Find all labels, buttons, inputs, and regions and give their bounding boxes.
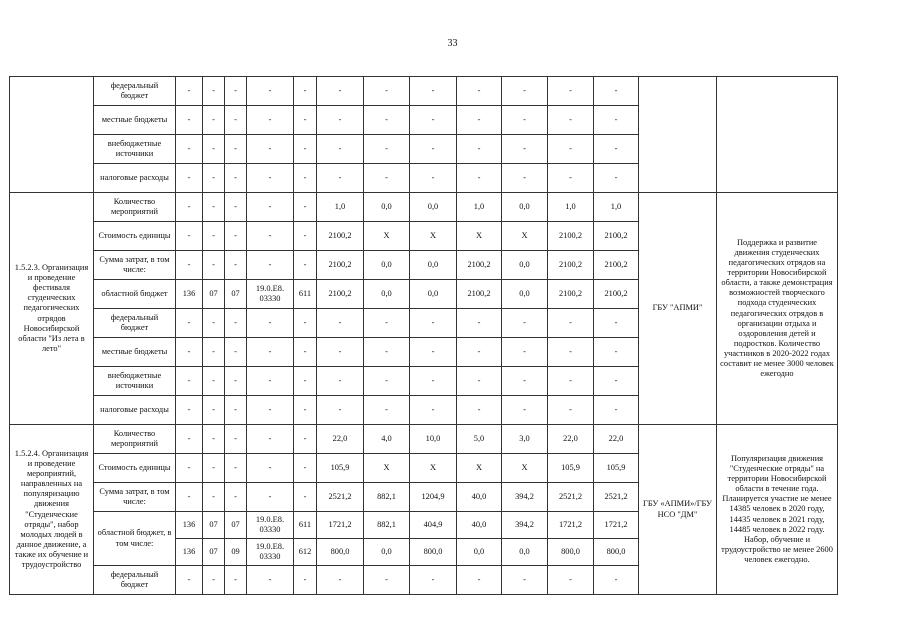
indicator-label: внебюджетные источники: [94, 135, 176, 164]
rz-code: -: [203, 222, 225, 251]
csr-code: -: [247, 425, 294, 454]
value-2021: 0,0: [410, 280, 457, 309]
value-2021: -: [410, 566, 457, 595]
value-2021: -: [410, 367, 457, 396]
value-2020: 4,0: [364, 425, 410, 454]
value-col-6: -: [548, 106, 594, 135]
value-col-6: -: [548, 309, 594, 338]
vr-code: -: [294, 367, 317, 396]
value-2021: -: [410, 164, 457, 193]
vr-code: -: [294, 483, 317, 512]
vr-code: -: [294, 338, 317, 367]
value-col-5: 394,2: [502, 483, 548, 512]
value-col-6: 105,9: [548, 454, 594, 483]
value-2022: 2100,2: [457, 280, 502, 309]
vr-code: -: [294, 454, 317, 483]
pr-code: -: [225, 135, 247, 164]
grbs-code: 136: [176, 512, 203, 539]
value-2021: 10,0: [410, 425, 457, 454]
rz-code: 07: [203, 512, 225, 539]
vr-code: -: [294, 135, 317, 164]
csr-code: -: [247, 164, 294, 193]
value-col-5: -: [502, 164, 548, 193]
table-row: [10, 193, 838, 222]
value-2021: -: [410, 106, 457, 135]
value-col-7: -: [594, 396, 639, 425]
value-2021: -: [410, 396, 457, 425]
executor: ГБУ «АПМИ»/ГБУ НСО "ДМ": [639, 425, 717, 595]
value-2022: X: [457, 222, 502, 251]
grbs-code: -: [176, 193, 203, 222]
value-2022: -: [457, 106, 502, 135]
value-2020: 882,1: [364, 512, 410, 539]
measure-title: 1.5.2.4. Организация и проведение мероприятий, направленных на популяризацию движения "Студенческие отряды", набор молодых людей в данное движение, а также их обучение и трудоустройство: [10, 425, 94, 595]
total-value: -: [317, 396, 364, 425]
grbs-code: -: [176, 135, 203, 164]
vr-code: -: [294, 77, 317, 106]
csr-code: -: [247, 454, 294, 483]
value-2021: 0,0: [410, 193, 457, 222]
vr-code: -: [294, 193, 317, 222]
value-col-7: -: [594, 367, 639, 396]
total-value: 1721,2: [317, 512, 364, 539]
pr-code: -: [225, 309, 247, 338]
pr-code: -: [225, 367, 247, 396]
value-col-6: -: [548, 396, 594, 425]
pr-code: -: [225, 425, 247, 454]
value-col-5: -: [502, 338, 548, 367]
value-2021: -: [410, 338, 457, 367]
indicator-label: налоговые расходы: [94, 164, 176, 193]
csr-code: 19.0.E8. 03330: [247, 539, 294, 566]
total-value: -: [317, 77, 364, 106]
expected-result: [717, 77, 838, 193]
pr-code: -: [225, 566, 247, 595]
csr-code: -: [247, 566, 294, 595]
rz-code: -: [203, 193, 225, 222]
value-col-5: 394,2: [502, 512, 548, 539]
indicator-label: налоговые расходы: [94, 396, 176, 425]
rz-code: -: [203, 483, 225, 512]
value-col-5: X: [502, 222, 548, 251]
value-col-6: -: [548, 566, 594, 595]
grbs-code: -: [176, 164, 203, 193]
total-value: 2100,2: [317, 251, 364, 280]
value-col-7: 2100,2: [594, 222, 639, 251]
rz-code: -: [203, 135, 225, 164]
indicator-label: местные бюджеты: [94, 338, 176, 367]
csr-code: -: [247, 106, 294, 135]
value-col-5: X: [502, 454, 548, 483]
value-col-7: -: [594, 309, 639, 338]
vr-code: -: [294, 425, 317, 454]
pr-code: -: [225, 251, 247, 280]
indicator-label: областной бюджет, в том числе:: [94, 512, 176, 566]
indicator-label: Стоимость единицы: [94, 454, 176, 483]
vr-code: -: [294, 106, 317, 135]
grbs-code: 136: [176, 539, 203, 566]
value-2021: 1204,9: [410, 483, 457, 512]
value-col-7: -: [594, 77, 639, 106]
total-value: -: [317, 164, 364, 193]
value-2020: -: [364, 396, 410, 425]
csr-code: -: [247, 483, 294, 512]
value-2021: -: [410, 135, 457, 164]
value-2022: 1,0: [457, 193, 502, 222]
value-col-6: 1721,2: [548, 512, 594, 539]
value-col-7: -: [594, 164, 639, 193]
rz-code: -: [203, 367, 225, 396]
indicator-label: местные бюджеты: [94, 106, 176, 135]
value-col-5: 3,0: [502, 425, 548, 454]
value-col-7: 1,0: [594, 193, 639, 222]
vr-code: -: [294, 396, 317, 425]
value-col-6: -: [548, 135, 594, 164]
rz-code: -: [203, 309, 225, 338]
total-value: 1,0: [317, 193, 364, 222]
value-col-5: -: [502, 309, 548, 338]
value-2021: 800,0: [410, 539, 457, 566]
pr-code: 07: [225, 512, 247, 539]
value-2020: -: [364, 135, 410, 164]
value-col-7: -: [594, 338, 639, 367]
grbs-code: -: [176, 483, 203, 512]
pr-code: -: [225, 483, 247, 512]
total-value: -: [317, 106, 364, 135]
rz-code: 07: [203, 539, 225, 566]
value-2022: -: [457, 135, 502, 164]
value-col-6: 2100,2: [548, 251, 594, 280]
value-col-6: -: [548, 164, 594, 193]
value-col-7: 800,0: [594, 539, 639, 566]
page-number: 33: [447, 38, 458, 49]
value-2021: -: [410, 309, 457, 338]
rz-code: -: [203, 454, 225, 483]
vr-code: 611: [294, 280, 317, 309]
table-row: [10, 425, 838, 454]
value-col-7: 1721,2: [594, 512, 639, 539]
expected-result: Популяризация движения "Студенческие отряды" на территории Новосибирской области в течение года. Планируется участие не менее 14385 человек в 2020 году, 14435 человек в 2021 году, 14485 человек в 2022 году. Набор, обучение и трудоустройство не менее 2600 человек ежегодно.: [717, 425, 838, 595]
vr-code: -: [294, 309, 317, 338]
value-2022: 2100,2: [457, 251, 502, 280]
value-2020: -: [364, 367, 410, 396]
total-value: 2100,2: [317, 280, 364, 309]
csr-code: -: [247, 367, 294, 396]
value-2022: 40,0: [457, 512, 502, 539]
value-2021: X: [410, 454, 457, 483]
value-2022: 0,0: [457, 539, 502, 566]
csr-code: 19.0.E8. 03330: [247, 280, 294, 309]
value-col-5: -: [502, 396, 548, 425]
value-col-7: 2100,2: [594, 280, 639, 309]
pr-code: -: [225, 106, 247, 135]
csr-code: -: [247, 222, 294, 251]
pr-code: -: [225, 454, 247, 483]
indicator-label: Сумма затрат, в том числе:: [94, 483, 176, 512]
total-value: -: [317, 135, 364, 164]
vr-code: -: [294, 222, 317, 251]
indicator-label: федеральный бюджет: [94, 309, 176, 338]
grbs-code: -: [176, 251, 203, 280]
grbs-code: -: [176, 396, 203, 425]
pr-code: -: [225, 164, 247, 193]
value-col-7: 105,9: [594, 454, 639, 483]
rz-code: -: [203, 338, 225, 367]
value-col-6: 2521,2: [548, 483, 594, 512]
vr-code: -: [294, 164, 317, 193]
grbs-code: -: [176, 309, 203, 338]
value-2020: -: [364, 338, 410, 367]
value-2022: 5,0: [457, 425, 502, 454]
table-row: [10, 77, 838, 106]
value-2020: -: [364, 106, 410, 135]
grbs-code: -: [176, 77, 203, 106]
budget-table: [9, 76, 838, 595]
value-2020: X: [364, 222, 410, 251]
value-col-7: 22,0: [594, 425, 639, 454]
value-2020: 882,1: [364, 483, 410, 512]
value-2022: -: [457, 396, 502, 425]
value-col-6: 800,0: [548, 539, 594, 566]
rz-code: -: [203, 425, 225, 454]
value-2020: 0,0: [364, 539, 410, 566]
measure-title: [10, 77, 94, 193]
value-col-7: 2521,2: [594, 483, 639, 512]
total-value: -: [317, 367, 364, 396]
csr-code: -: [247, 135, 294, 164]
value-col-6: -: [548, 77, 594, 106]
indicator-label: внебюджетные источники: [94, 367, 176, 396]
grbs-code: -: [176, 566, 203, 595]
rz-code: -: [203, 106, 225, 135]
indicator-label: федеральный бюджет: [94, 77, 176, 106]
value-2020: -: [364, 77, 410, 106]
indicator-label: федеральный бюджет: [94, 566, 176, 595]
value-2022: -: [457, 309, 502, 338]
total-value: 2100,2: [317, 222, 364, 251]
value-col-7: -: [594, 135, 639, 164]
value-col-6: 2100,2: [548, 222, 594, 251]
total-value: -: [317, 309, 364, 338]
value-col-5: -: [502, 566, 548, 595]
indicator-label: Сумма затрат, в том числе:: [94, 251, 176, 280]
value-col-5: -: [502, 135, 548, 164]
value-col-6: 2100,2: [548, 280, 594, 309]
value-2021: 0,0: [410, 251, 457, 280]
value-2022: 40,0: [457, 483, 502, 512]
csr-code: -: [247, 77, 294, 106]
value-col-6: -: [548, 367, 594, 396]
value-2020: -: [364, 566, 410, 595]
pr-code: -: [225, 222, 247, 251]
pr-code: -: [225, 396, 247, 425]
csr-code: -: [247, 396, 294, 425]
vr-code: -: [294, 566, 317, 595]
rz-code: -: [203, 164, 225, 193]
grbs-code: -: [176, 222, 203, 251]
total-value: 800,0: [317, 539, 364, 566]
total-value: -: [317, 338, 364, 367]
value-col-5: 0,0: [502, 193, 548, 222]
indicator-label: Стоимость единицы: [94, 222, 176, 251]
rz-code: -: [203, 251, 225, 280]
value-col-5: -: [502, 106, 548, 135]
pr-code: -: [225, 338, 247, 367]
grbs-code: 136: [176, 280, 203, 309]
grbs-code: -: [176, 338, 203, 367]
csr-code: -: [247, 338, 294, 367]
value-col-6: 1,0: [548, 193, 594, 222]
value-2020: 0,0: [364, 193, 410, 222]
value-2021: 404,9: [410, 512, 457, 539]
value-2021: -: [410, 77, 457, 106]
pr-code: 07: [225, 280, 247, 309]
csr-code: -: [247, 193, 294, 222]
value-2020: X: [364, 454, 410, 483]
pr-code: -: [225, 77, 247, 106]
value-2020: -: [364, 309, 410, 338]
value-col-6: 22,0: [548, 425, 594, 454]
pr-code: 09: [225, 539, 247, 566]
measure-title: 1.5.2.3. Организация и проведение фестиваля студенческих педагогических отрядов Новосибирской области "Из лета в лето": [10, 193, 94, 425]
value-col-5: 0,0: [502, 280, 548, 309]
total-value: 2521,2: [317, 483, 364, 512]
indicator-label: Количество мероприятий: [94, 425, 176, 454]
executor: [639, 77, 717, 193]
value-2022: -: [457, 77, 502, 106]
total-value: -: [317, 566, 364, 595]
total-value: 22,0: [317, 425, 364, 454]
grbs-code: -: [176, 367, 203, 396]
grbs-code: -: [176, 106, 203, 135]
value-2022: -: [457, 367, 502, 396]
indicator-label: Количество мероприятий: [94, 193, 176, 222]
value-2021: X: [410, 222, 457, 251]
value-col-6: -: [548, 338, 594, 367]
value-2020: -: [364, 164, 410, 193]
value-col-5: 0,0: [502, 539, 548, 566]
value-2020: 0,0: [364, 280, 410, 309]
value-col-5: -: [502, 367, 548, 396]
value-col-5: -: [502, 77, 548, 106]
executor: ГБУ "АПМИ": [639, 193, 717, 425]
csr-code: -: [247, 309, 294, 338]
value-col-7: -: [594, 106, 639, 135]
value-2020: 0,0: [364, 251, 410, 280]
value-2022: -: [457, 164, 502, 193]
value-2022: -: [457, 566, 502, 595]
indicator-label: областной бюджет: [94, 280, 176, 309]
value-col-7: -: [594, 566, 639, 595]
expected-result: Поддержка и развитие движения студенческих педагогических отрядов на территории Новосибирской области, а также демонстрация возможностей творческого подхода студенческих педагогических отрядов в организации отдыха и оздоровления детей и подростков. Количество участников в 2020-2022 годах составит не менее 3000 человек ежегодно: [717, 193, 838, 425]
value-col-7: 2100,2: [594, 251, 639, 280]
vr-code: 612: [294, 539, 317, 566]
vr-code: 611: [294, 512, 317, 539]
rz-code: -: [203, 566, 225, 595]
csr-code: 19.0.E8. 03330: [247, 512, 294, 539]
value-2022: X: [457, 454, 502, 483]
rz-code: 07: [203, 280, 225, 309]
rz-code: -: [203, 77, 225, 106]
csr-code: -: [247, 251, 294, 280]
vr-code: -: [294, 251, 317, 280]
pr-code: -: [225, 193, 247, 222]
grbs-code: -: [176, 425, 203, 454]
value-2022: -: [457, 338, 502, 367]
grbs-code: -: [176, 454, 203, 483]
total-value: 105,9: [317, 454, 364, 483]
value-col-5: 0,0: [502, 251, 548, 280]
rz-code: -: [203, 396, 225, 425]
